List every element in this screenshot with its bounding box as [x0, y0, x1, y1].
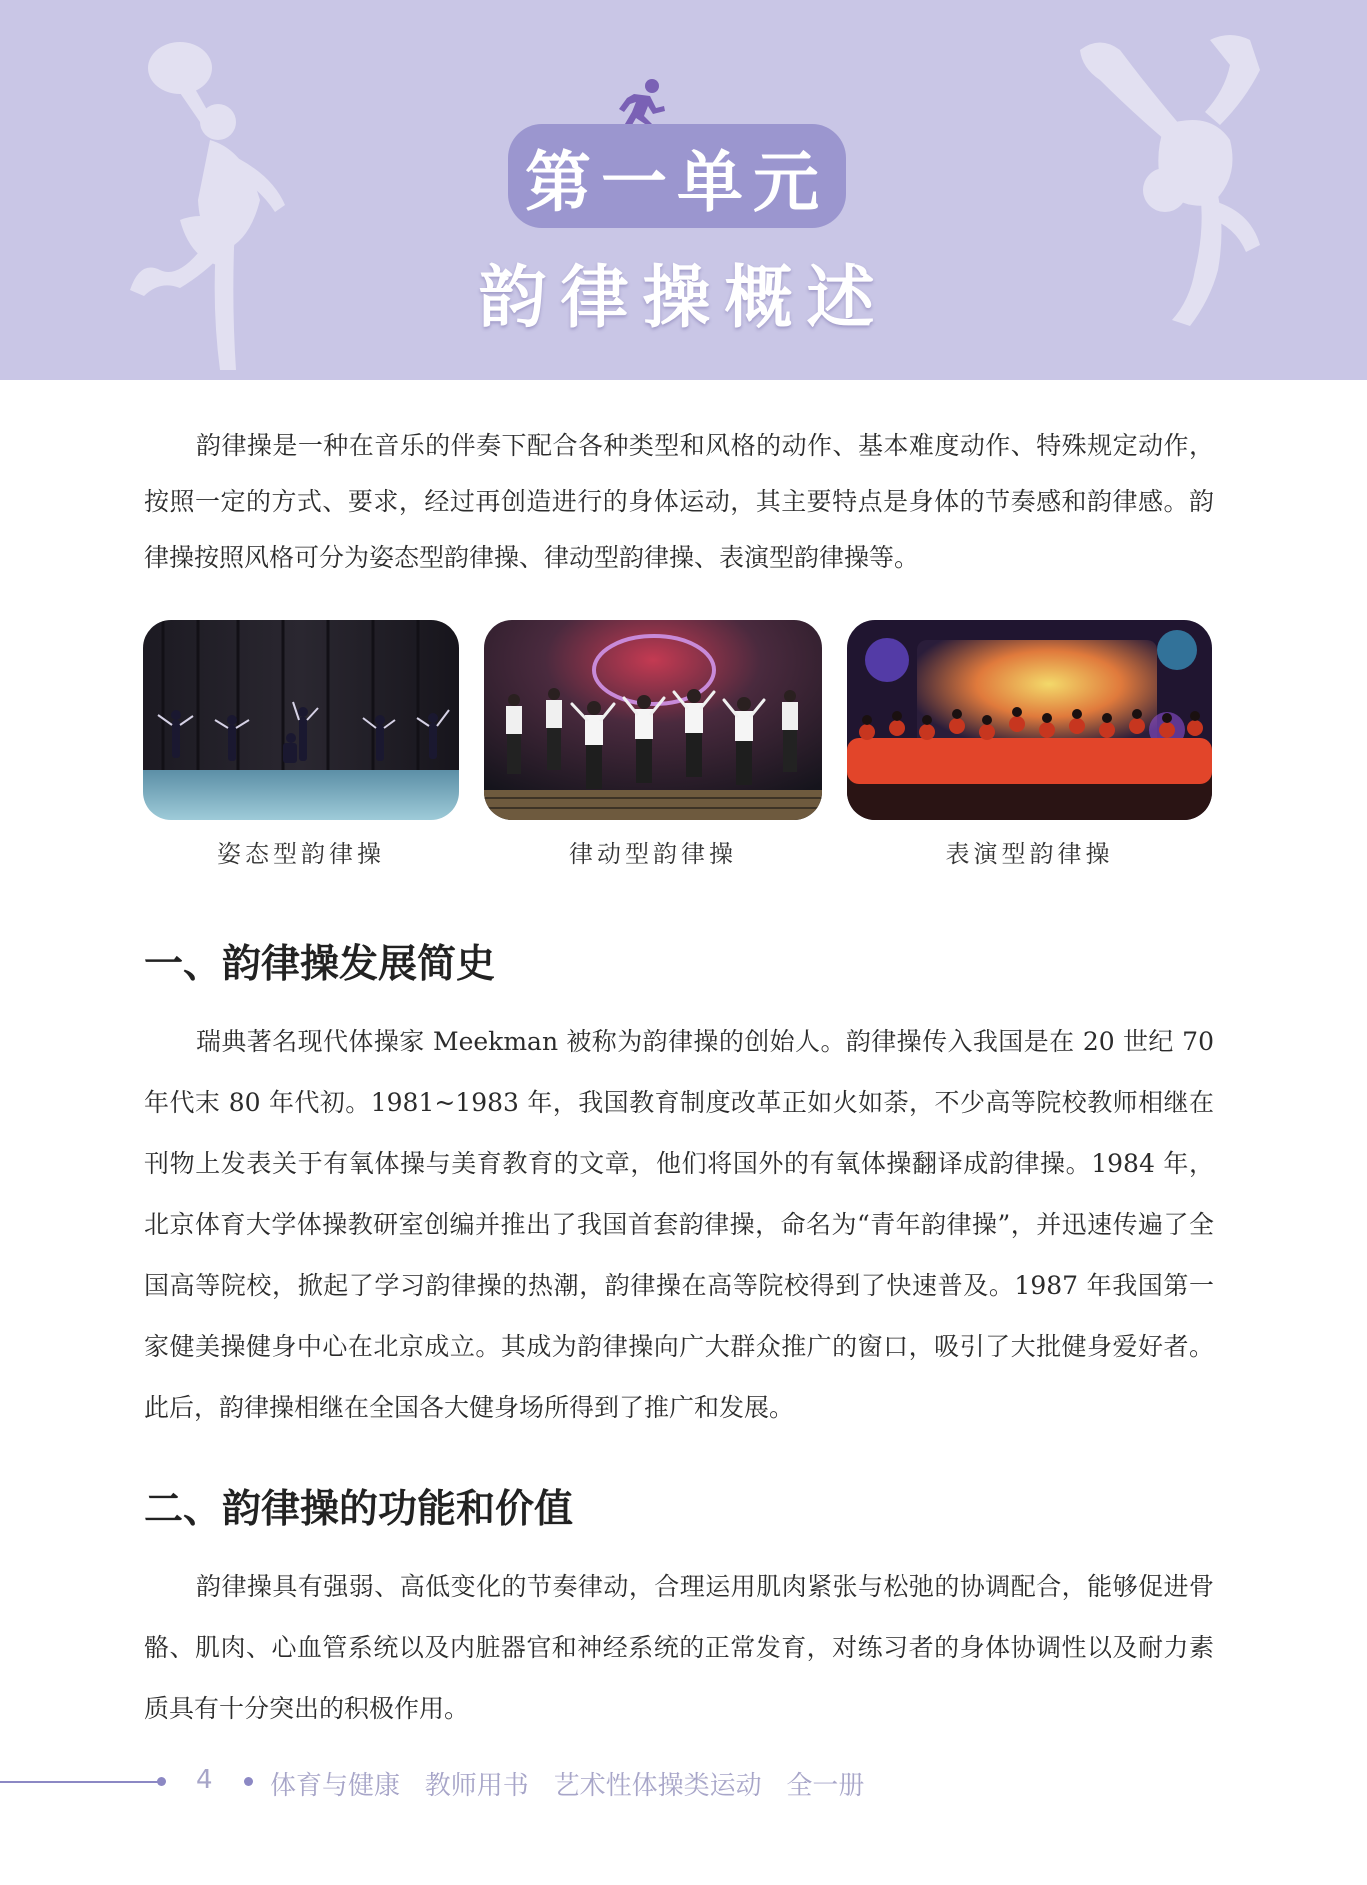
footer-dot — [157, 1777, 166, 1786]
page-number: 4 — [196, 1765, 213, 1795]
history-paragraph: 瑞典著名现代体操家 Meekman 被称为韵律操的创始人。韵律操传入我国是在 20 世纪 70 年代末 80 年代初。1981~1983 年，我国教育制度改革正如火如荼，不少高等院校教师相继在刊物上发表关于有氧体操与美育教育的文章，他们将国外的有氧体操翻译成韵律操。1984 年，北京体育大学体操教研室创编并推出了我国首套韵律操，命名为“青年韵律操”，并迅速传遍了全国高等院校，掀起了学习韵律操的热潮，韵律操在高等院校得到了快速普及。1987 年我国第一家健美操健身中心在北京成立。其成为韵律操向广大群众推广的窗口，吸引了大批健身爱好者。此后，韵律操相继在全国各大健身场所得到了推广和发展。 — [144, 1027, 1214, 1422]
section-heading-value: 二、韵律操的功能和价值 — [144, 1486, 574, 1532]
photo-block-rhythm — [484, 620, 822, 869]
performance-type-photo — [847, 620, 1212, 820]
posture-type-photo — [143, 620, 459, 820]
photo-caption: 表演型韵律操 — [945, 840, 1114, 868]
photo-block-posture — [143, 620, 459, 869]
footer-book-info: 体育与健康 教师用书 艺术性体操类运动 全一册 — [270, 1771, 865, 1801]
section-heading-history: 一、韵律操发展简史 — [144, 941, 496, 987]
chapter-banner — [0, 0, 1367, 380]
page-footer — [0, 1763, 1367, 1803]
photo-caption: 姿态型韵律操 — [217, 840, 385, 868]
footer-dot — [244, 1777, 253, 1786]
chapter-title: 韵律操概述 — [478, 259, 889, 338]
photo-caption: 律动型韵律操 — [569, 840, 737, 868]
unit-label: 第一单元 — [508, 124, 846, 228]
rhythm-type-photo — [484, 620, 822, 820]
photo-block-performance — [847, 620, 1212, 869]
intro-paragraph: 韵律操是一种在音乐的伴奏下配合各种类型和风格的动作、基本难度动作、特殊规定动作，按照一定的方式、要求，经过再创造进行的身体运动，其主要特点是身体的节奏感和韵律感。韵律操按照风格可分为姿态型韵律操、律动型韵律操、表演型韵律操等。 — [144, 431, 1214, 572]
footer-rule — [0, 1781, 160, 1783]
value-paragraph: 韵律操具有强弱、高低变化的节奏律动，合理运用肌肉紧张与松弛的协调配合，能够促进骨骼、肌肉、心血管系统以及内脏器官和神经系统的正常发育，对练习者的身体协调性以及耐力素质具有十分突出的积极作用。 — [144, 1572, 1214, 1723]
